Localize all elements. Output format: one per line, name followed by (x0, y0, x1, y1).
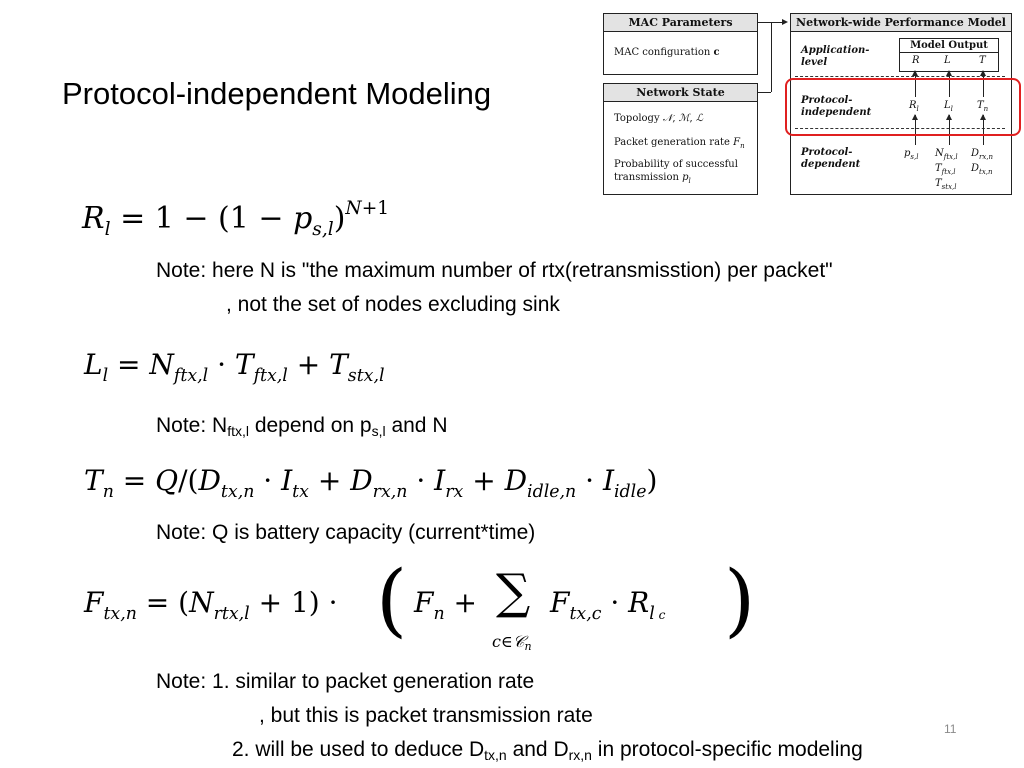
state-connector-h (757, 92, 771, 93)
topology-label: Topology 𝒩, ℳ, ℒ (614, 113, 704, 124)
note-4-line-1: Note: 1. similar to packet generation rate (156, 670, 535, 693)
symbol-t-ftxl: $T_{ftx,l}$ (935, 163, 956, 176)
protocol-independent-label: Protocol- independent (801, 95, 872, 118)
application-level-label: Application- level (801, 45, 870, 68)
protocol-dependent-label: Protocol- dependent (801, 147, 861, 170)
symbol-t-stxl: $T_{stx,l}$ (935, 178, 957, 191)
protocol-independent-highlight (785, 78, 1021, 136)
equation-transmission-rate: $F_{tx,n} = (N_{rtx,l} + 1)$ · ( $F_n$ + ∑ c∈𝒞$_n$ $F_{tx,c} \cdot R_{l c}$ ) (84, 553, 756, 653)
packet-rate-label: Packet generation rate $F_n$ (614, 137, 745, 150)
network-state-title: Network State (604, 84, 757, 102)
mac-parameters-box (603, 13, 758, 75)
symbol-d-rxn: $D_{rx,n}$ (971, 148, 994, 161)
output-t: T (979, 55, 986, 66)
mac-parameters-title: MAC Parameters (604, 14, 757, 32)
mac-to-model-connector (757, 22, 783, 23)
note-4-line-2: , but this is packet transmission rate (259, 704, 593, 727)
symbol-l-l: $L_l$ (944, 100, 953, 113)
probability-label-line1: Probability of successful (614, 159, 738, 170)
output-l: L (944, 55, 951, 66)
performance-model-title: Network-wide Performance Model (791, 14, 1011, 32)
equation-lifetime: $T_n = Q/(D_{tx,n} \cdot I_{tx} + D_{rx,n} \cdot I_{rx} + D_{idle,n} \cdot I_{idle})$ (84, 464, 658, 502)
note-2: Note: $N_{ftx,l}$ depend on $p_{s,l}$ and N (156, 414, 448, 439)
page-number: 11 (944, 722, 957, 736)
mac-to-model-arrowhead (782, 19, 788, 25)
network-state-box (603, 83, 758, 195)
symbol-r-l: $R_l$ (909, 100, 919, 113)
slide-title: Protocol-independent Modeling (62, 76, 492, 111)
note-1-line-1: Note: here N is "the maximum number of rtx(retransmisstion) per packet" (156, 259, 833, 282)
dashed-separator-top (795, 76, 1005, 77)
note-1-line-2: , not the set of nodes excluding sink (226, 293, 560, 316)
note-4-line-3: 2. will be used to deduce $D_{tx,n}$ and $D_{rx,n}$ in protocol-specific modeling (232, 738, 863, 763)
output-r: R (912, 55, 920, 66)
mac-configuration-label: MAC configuration c (614, 47, 720, 58)
equation-latency: $L_l = N_{ftx,l} \cdot T_{ftx,l} + T_{stx,l}$ (84, 348, 385, 386)
symbol-n-ftxl: $N_{ftx,l}$ (935, 148, 958, 161)
symbol-t-n: $T_n$ (977, 100, 989, 113)
equation-reliability: $R_l = 1 - (1 - p_{s,l})^{N+1}$ (82, 198, 390, 240)
note-3: Note: Q is battery capacity (current*time) (156, 521, 536, 544)
model-output-header: Model Output (900, 39, 998, 53)
symbol-p-sl: $p_{s,l}$ (904, 148, 919, 161)
model-output-table (899, 38, 999, 72)
state-connector-v (771, 22, 772, 92)
symbol-d-txn: $D_{tx,n}$ (971, 163, 993, 176)
probability-label-line2: transmission $p_l$ (614, 172, 691, 185)
